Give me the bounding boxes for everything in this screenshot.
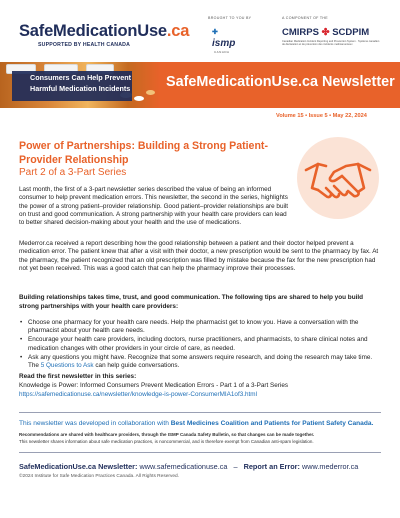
site-label: SafeMedicationUse.ca Newsletter: [19, 462, 138, 471]
scdpim-name: SCDPIM [332, 27, 370, 38]
brought-to-you-by: BROUGHT TO YOU BY [208, 16, 252, 20]
handshake-icon [296, 136, 380, 220]
footer-separator: – [233, 462, 238, 471]
collab-text: This newsletter was developed in collaboration with [19, 420, 171, 427]
ismp-country: CANADA [214, 50, 230, 54]
tip-item [19, 354, 383, 371]
footer-links [19, 462, 358, 471]
collab-partners: Best Medicines Coalition and Patients for Patient Safety Canada. [170, 420, 374, 427]
tip-text: Ask any questions you might have. Recognize that some answers require research, and doing the research may take time. The [28, 353, 373, 369]
fine-print-1: Recommendations are shared with healthcare providers, through the ISMP Canada Safety Bulletin, so that changes can be made together. [19, 432, 315, 437]
cmirps-leaf-icon: ✤ [321, 27, 330, 38]
five-questions-link[interactable]: 5 Questions to Ask [40, 361, 94, 369]
report-label: Report an Error: [243, 462, 300, 471]
newsletter-title: SafeMedicationUse.ca Newsletter [166, 74, 395, 90]
cmirps-name: CMIRPS [282, 27, 319, 38]
article-paragraph-1: Last month, the first of a 3-part newsletter series described the value of being an informed consumer to help prevent medication errors. This newsletter, the second in the series, highlights the power of a strong patient–provider relationship. Good patient–provider relationships are built on trust and good communication. A strong partnership with your health care providers can lead to better shared decision-making about your health and the use of medications. [19, 186, 289, 227]
cmirps-logo[interactable] [282, 27, 369, 38]
first-newsletter-link[interactable]: https://safemedicationuse.ca/newsletter/knowledge-is-power-ConsumerMIA1of3.html [19, 391, 257, 398]
divider [19, 452, 381, 453]
logo-subtitle: SUPPORTED BY HEALTH CANADA [38, 42, 131, 48]
tagline-line-1: Consumers Can Help Prevent [30, 73, 132, 82]
read-first-heading: Read the first newsletter in this series: [19, 373, 137, 380]
tip-item: • Encourage your health care providers, including doctors, nurse practitioners, and pharmacists, to share clinical notes and medication changes with other providers in your circle of care, as needed. [19, 336, 383, 353]
ismp-name: ismp [212, 38, 236, 49]
logo-title-suffix: .ca [166, 22, 190, 40]
logo-title-main: SafeMedicationUse [19, 22, 167, 40]
copyright: ©2024 Institute for Safe Medication Practices Canada. All Rights Reserved. [19, 474, 180, 479]
collaboration-note [19, 420, 373, 427]
tip-text-tail: can help guide conversations. [93, 361, 180, 369]
fine-print-2: This newsletter shares information about safe medication practices, is noncommercial, and is therefore exempt from Canadian anti-spam legislation. [19, 439, 314, 444]
header [0, 0, 400, 62]
tip-item: • Choose one pharmacy for your health care needs. Help the pharmacist get to know you. Have a conversation with the pharmacist about your health care needs. [19, 319, 383, 336]
report-url-link[interactable]: www.mederror.ca [301, 462, 359, 471]
article-subtitle: Part 2 of a 3-Part Series [19, 167, 127, 178]
site-logo[interactable] [19, 22, 189, 41]
issue-info: Volume 15 • Issue 5 • May 22, 2024 [276, 113, 367, 119]
tips-list [19, 319, 383, 371]
site-url-link[interactable]: www.safemedicationuse.ca [139, 462, 228, 471]
cmirps-description: Canadian Medication Incident Reporting and Prevention System · Système canadien de déclaration et de prévention des incidents médicamenteux [282, 40, 380, 47]
first-newsletter-title: Knowledge is Power: Informed Consumers Prevent Medication Errors - Part 1 of a 3-Part Series [19, 382, 289, 389]
article-title: Power of Partnerships: Building a Strong Patient-Provider Relationship [19, 140, 268, 166]
tagline-line-2: Harmful Medication Incidents [30, 84, 131, 93]
divider [19, 412, 381, 413]
ismp-logo[interactable] [212, 28, 244, 52]
ismp-mark-icon: ✚ [212, 29, 218, 36]
article-tips-intro: Building relationships takes time, trust, and good communication. The following tips are shared to help you build strong partnerships with your health care providers: [19, 294, 364, 310]
component-of: A COMPONENT OF THE [282, 16, 329, 20]
article-paragraph-2: Mederror.ca received a report describing how the good relationship between a patient and their doctor helped prevent a medication error. The patient knew that after a visit with their doctor, a new prescription would be sent to the pharmacy by fax. At the pharmacy, the patient recognized that an old prescription was filled by mistake because the fax for the new prescription had not yet been received. This was a good catch that can help the pharmacy improve their processes. [19, 240, 379, 272]
